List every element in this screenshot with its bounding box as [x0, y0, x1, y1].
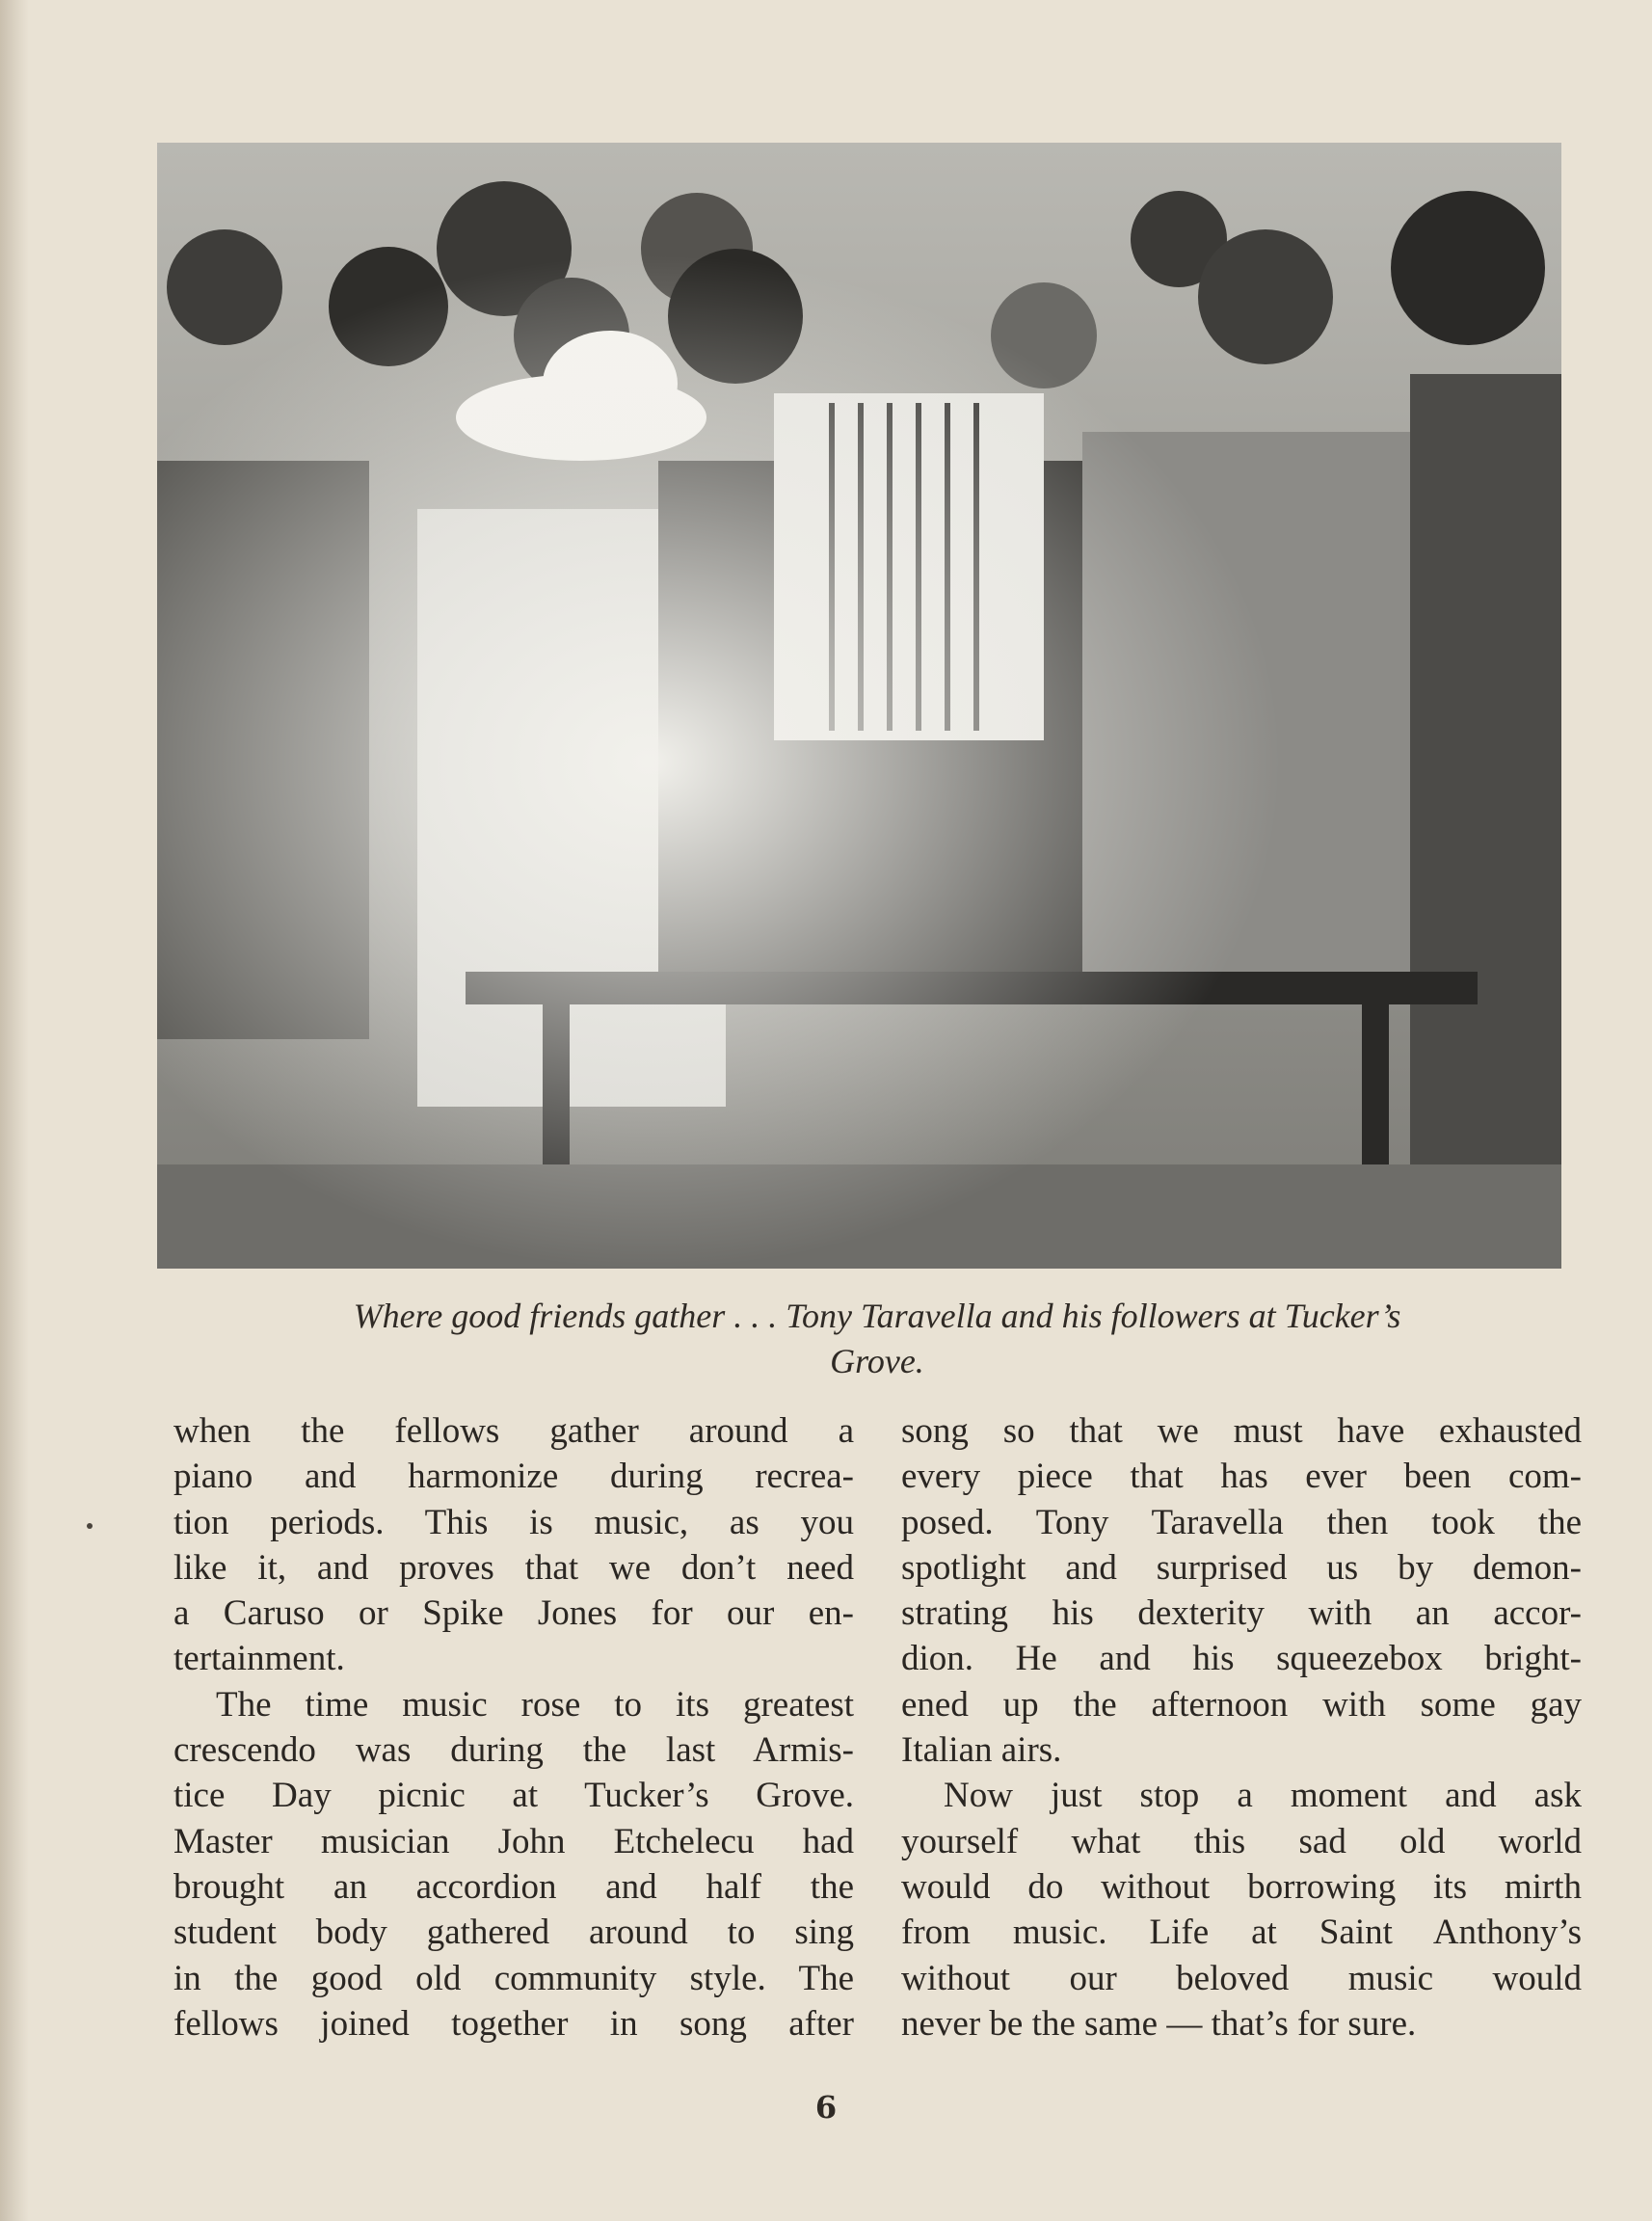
text-line: strating his dexterity with an accor- [901, 1593, 1582, 1634]
text-line: would do without borrowing its mirth [901, 1866, 1582, 1907]
left-text-column [173, 1408, 854, 2047]
text-line: posed. Tony Taravella then took the [901, 1502, 1582, 1542]
text-line: in the good old community style. The [173, 1958, 854, 1998]
text-line: dion. He and his squeezebox bright- [901, 1639, 1582, 1679]
text-line: yourself what this sad old world [901, 1821, 1582, 1861]
text-line: fellows joined together in song after [173, 2003, 854, 2044]
text-line: when the fellows gather around a [173, 1411, 854, 1451]
text-line: The time music rose to its greatest [216, 1684, 854, 1725]
text-line: Now just stop a moment and ask [944, 1776, 1582, 1816]
text-line: brought an accordion and half the [173, 1866, 854, 1907]
text-line: spotlight and surprised us by demon- [901, 1547, 1582, 1588]
text-line: song so that we must have exhausted [901, 1411, 1582, 1451]
text-line: tice Day picnic at Tucker’s Grove. [173, 1776, 854, 1816]
text-line: every piece that has ever been com- [901, 1457, 1582, 1497]
text-line: tion periods. This is music, as you [173, 1502, 854, 1542]
text-line: Master musician John Etchelecu had [173, 1821, 854, 1861]
photo-caption [173, 1295, 1581, 1386]
text-line: from music. Life at Saint Anthony’s [901, 1913, 1582, 1953]
text-line: like it, and proves that we don’t need [173, 1547, 854, 1588]
text-line: student body gathered around to sing [173, 1913, 854, 1953]
text-line: crescendo was during the last Armis- [173, 1730, 854, 1771]
margin-mark [87, 1523, 93, 1529]
page-gutter-shadow [0, 0, 29, 2221]
photograph-icon [157, 143, 1561, 1269]
text-line: without our beloved music would [901, 1958, 1582, 1998]
text-line: never be the same — that’s for sure. [901, 2003, 1417, 2044]
text-line: piano and harmonize during recrea- [173, 1457, 854, 1497]
page-number: 6 [814, 2089, 838, 2126]
text-line: tertainment. [173, 1639, 345, 1679]
caption-line: Grove. [830, 1342, 924, 1381]
text-line: ened up the afternoon with some gay [901, 1684, 1582, 1725]
text-line: Italian airs. [901, 1730, 1062, 1771]
right-text-column [901, 1408, 1582, 2047]
text-line: a Caruso or Spike Jones for our en- [173, 1593, 854, 1634]
group-photograph [157, 143, 1561, 1269]
caption-line: Where good friends gather . . . Tony Taravella and his followers at Tucker’s [353, 1297, 1401, 1335]
